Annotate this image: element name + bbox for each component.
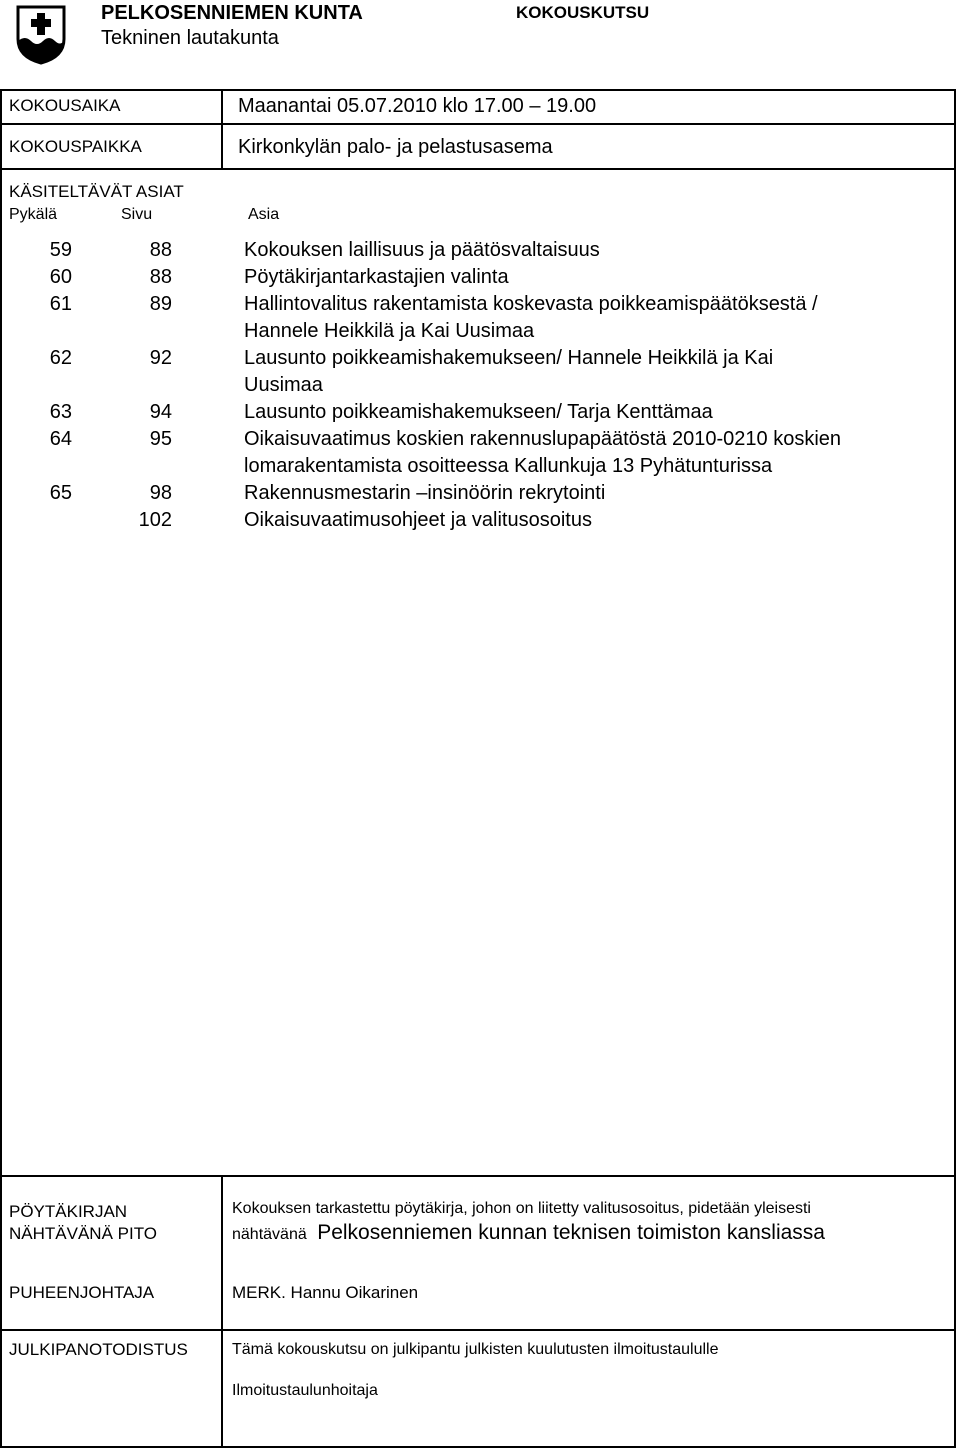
column-divider bbox=[221, 89, 223, 168]
page-number: 95 bbox=[149, 428, 172, 450]
minutes-display-text: nähtävänä bbox=[232, 1226, 307, 1243]
divider-line bbox=[0, 123, 956, 125]
divider-line bbox=[0, 168, 956, 170]
agenda-item-text: Pöytäkirjantarkastajien valinta bbox=[244, 266, 509, 288]
minutes-display-label bbox=[9, 1201, 157, 1245]
minutes-display-location bbox=[232, 1221, 825, 1245]
department-name: Tekninen lautakunta bbox=[101, 27, 279, 49]
agenda-item-text: Rakennusmestarin –insinöörin rekrytointi bbox=[244, 482, 606, 504]
agenda-item-text: Uusimaa bbox=[244, 374, 323, 396]
meeting-time-label: KOKOUSAIKA bbox=[9, 96, 121, 115]
notice-label: JULKIPANOTODISTUS bbox=[9, 1340, 188, 1359]
agenda-item-text: Hallintovalitus rakentamista koskevasta poikkeamispäätöksestä / bbox=[244, 293, 818, 315]
section-number: 63 bbox=[49, 401, 72, 423]
section-number: 59 bbox=[49, 239, 72, 261]
subject-column-header: Asia bbox=[248, 206, 280, 223]
minutes-display-label-line: NÄHTÄVÄNÄ PITO bbox=[9, 1224, 157, 1243]
chair-label: PUHEENJOHTAJA bbox=[9, 1283, 155, 1302]
agenda-item-text: Oikaisuvaatimus koskien rakennuslupapäätöstä 2010-0210 koskien bbox=[244, 428, 842, 450]
agenda-item-text: Kokouksen laillisuus ja päätösvaltaisuus bbox=[244, 239, 600, 261]
section-number: 65 bbox=[49, 482, 72, 504]
minutes-display-place: Pelkosenniemen kunnan teknisen toimiston kansliassa bbox=[317, 1221, 825, 1244]
section-number: 61 bbox=[49, 293, 72, 315]
agenda-title: KÄSITELTÄVÄT ASIAT bbox=[9, 182, 184, 201]
page-column-header: Sivu bbox=[121, 206, 153, 223]
meeting-place-label: KOKOUSPAIKKA bbox=[9, 137, 142, 156]
page-number: 92 bbox=[149, 347, 172, 369]
page-number: 88 bbox=[149, 239, 172, 261]
section-column-header: Pykälä bbox=[9, 206, 58, 223]
meeting-place-value: Kirkonkylän palo- ja pelastusasema bbox=[238, 136, 553, 158]
notice-text: Tämä kokouskutsu on julkipantu julkisten kuulutusten ilmoitustaululle bbox=[232, 1341, 719, 1358]
divider-line bbox=[0, 1175, 956, 1177]
organization-name: PELKOSENNIEMEN KUNTA bbox=[101, 2, 363, 24]
minutes-display-text: Kokouksen tarkastettu pöytäkirja, johon on liitetty valitusosoitus, pidetään yleisesti bbox=[232, 1200, 811, 1217]
document-type: KOKOUSKUTSU bbox=[516, 3, 650, 22]
section-number: 64 bbox=[49, 428, 72, 450]
coat-of-arms-logo bbox=[15, 5, 67, 65]
section-number: 62 bbox=[49, 347, 72, 369]
chair-value: MERK. Hannu Oikarinen bbox=[232, 1283, 419, 1302]
agenda-item-text: Hannele Heikkilä ja Kai Uusimaa bbox=[244, 320, 535, 342]
page-number: 89 bbox=[149, 293, 172, 315]
page-number: 88 bbox=[149, 266, 172, 288]
notice-officer: Ilmoitustaulunhoitaja bbox=[232, 1382, 378, 1399]
page-number: 94 bbox=[149, 401, 172, 423]
agenda-item-text: Lausunto poikkeamishakemukseen/ Hannele Heikkilä ja Kai bbox=[244, 347, 774, 369]
minutes-display-label-line: PÖYTÄKIRJAN bbox=[9, 1202, 128, 1221]
agenda-item-text: Oikaisuvaatimusohjeet ja valitusosoitus bbox=[244, 509, 592, 531]
section-number: 60 bbox=[49, 266, 72, 288]
agenda-item-text: Lausunto poikkeamishakemukseen/ Tarja Kenttämaa bbox=[244, 401, 713, 423]
meeting-time-value: Maanantai 05.07.2010 klo 17.00 – 19.00 bbox=[238, 95, 597, 117]
agenda-item-text: lomarakentamista osoitteessa Kallunkuja 13 Pyhätunturissa bbox=[244, 455, 773, 477]
page-number: 98 bbox=[149, 482, 172, 504]
column-divider bbox=[221, 1175, 223, 1448]
divider-line bbox=[0, 1329, 956, 1331]
page-number: 102 bbox=[138, 509, 172, 531]
